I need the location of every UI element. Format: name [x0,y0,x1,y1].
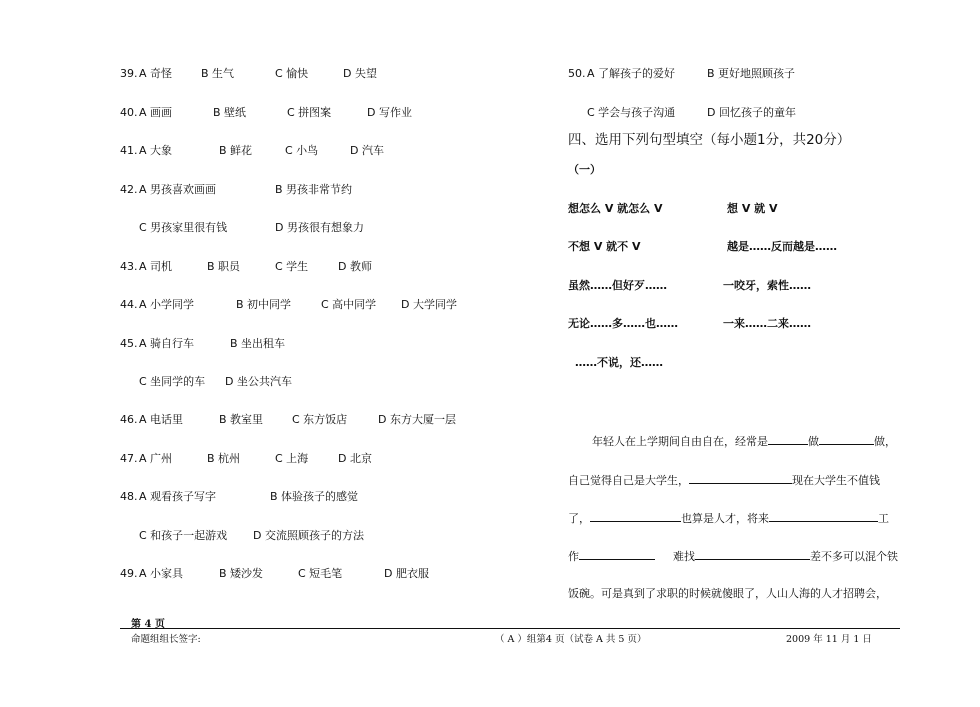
passage-line-1 [592,433,896,449]
pattern-item: 想 V 就 V [727,202,778,215]
option-b: B 矮沙发 [219,567,264,580]
option-c: C 高中同学 [321,298,377,311]
option-d: D 教师 [338,260,372,273]
question-number: 43. [120,260,138,273]
question-number: 44. [120,298,138,311]
passage-text: 工 [878,512,889,525]
option-c: C 愉快 [275,67,309,80]
answer-blank[interactable] [579,548,655,560]
option-d: D 回忆孩子的童年 [707,106,796,119]
option-c: C 学生 [275,260,309,273]
pattern-item: 想怎么 V 就怎么 V [568,202,663,215]
option-c: C 东方饭店 [292,413,348,426]
option-a: A 大象 [139,144,173,157]
passage-text: 作 [568,550,579,563]
pattern-item: 无论……多……也…… [568,317,678,330]
passage-text: 自己觉得自己是大学生， [568,474,689,487]
option-b: B 体验孩子的感觉 [270,490,359,503]
option-d: D 大学同学 [401,298,457,311]
option-c: C 坐同学的车 [139,375,206,388]
section-subtitle: （一） [568,163,601,176]
option-c: C 拼图案 [287,106,332,119]
question-number: 39. [120,67,138,80]
option-c: C 短毛笔 [298,567,343,580]
footer-divider [120,628,900,629]
question-number: 41. [120,144,138,157]
question-number: 50. [568,67,586,80]
option-b: B 教室里 [219,413,264,426]
pattern-item: ……不说，还…… [575,356,663,369]
page-number: 第 4 页 [131,619,165,630]
option-a: A 了解孩子的爱好 [587,67,676,80]
passage-text: 年轻人在上学期间自由自在，经常是 [592,435,768,448]
question-number: 46. [120,413,138,426]
passage-line-4 [568,548,898,564]
option-d: D 写作业 [367,106,412,119]
pattern-item: 一咬牙，索性…… [723,279,811,292]
option-c: C 学会与孩子沟通 [587,106,676,119]
option-b: B 更好地照顾孩子 [707,67,796,80]
option-b: B 初中同学 [236,298,292,311]
section-title: 四、选用下列句型填空（每小题1分，共20分） [568,132,851,148]
passage-text: 难找 [673,550,695,563]
option-b: B 职员 [207,260,241,273]
passage-line-3 [568,510,889,526]
option-a: A 画画 [139,106,173,119]
option-d: D 交流照顾孩子的方法 [253,529,364,542]
option-c: C 小鸟 [285,144,319,157]
pattern-item: 越是……反而越是…… [727,240,837,253]
footer-page-info: （ A ）组第4 页（试卷 A 共 5 页） [495,634,647,645]
footer-signature-label: 命题组组长签字: [131,634,201,645]
option-a: A 电话里 [139,413,184,426]
passage-text: 了， [568,512,590,525]
passage-text: 差不多可以混个铁 [810,550,898,563]
question-number: 48. [120,490,138,503]
option-b: B 坐出租车 [230,337,286,350]
answer-blank[interactable] [768,433,808,445]
passage-text: 现在大学生不值钱 [792,474,880,487]
footer-date: 2009 年 11 月 1 日 [786,634,872,645]
option-b: B 壁纸 [213,106,247,119]
question-number: 47. [120,452,138,465]
option-a: A 广州 [139,452,173,465]
passage-text: 做 [808,435,819,448]
option-a: A 骑自行车 [139,337,195,350]
option-d: D 坐公共汽车 [225,375,292,388]
option-d: D 失望 [343,67,377,80]
option-b: B 鲜花 [219,144,253,157]
passage-line-5: 饭碗。可是真到了求职的时候就傻眼了，人山人海的人才招聘会， [568,587,887,600]
passage-text: 做， [874,435,896,448]
question-number: 49. [120,567,138,580]
option-c: C 上海 [275,452,309,465]
option-c: C 和孩子一起游戏 [139,529,228,542]
option-d: D 肥衣服 [384,567,429,580]
option-c: C 男孩家里很有钱 [139,221,228,234]
passage-line-2 [568,472,880,488]
option-a: A 小学同学 [139,298,195,311]
question-number: 40. [120,106,138,119]
question-number: 45. [120,337,138,350]
option-d: D 北京 [338,452,372,465]
option-d: D 男孩很有想象力 [275,221,364,234]
option-b: B 杭州 [207,452,241,465]
answer-blank[interactable] [769,510,878,522]
option-b: B 男孩非常节约 [275,183,353,196]
answer-blank[interactable] [819,433,874,445]
option-a: A 小家具 [139,567,184,580]
question-number: 42. [120,183,138,196]
answer-blank[interactable] [689,472,792,484]
option-a: A 观看孩子写字 [139,490,217,503]
option-a: A 司机 [139,260,173,273]
pattern-item: 一来……二来…… [723,317,811,330]
pattern-item: 虽然……但好歹…… [568,279,667,292]
passage-text: 也算是人才，将来 [681,512,769,525]
answer-blank[interactable] [695,548,810,560]
option-b: B 生气 [201,67,235,80]
option-a: A 男孩喜欢画画 [139,183,217,196]
answer-blank[interactable] [590,510,681,522]
pattern-item: 不想 V 就不 V [568,240,641,253]
option-a: A 奇怪 [139,67,173,80]
option-d: D 汽车 [350,144,384,157]
option-d: D 东方大厦一层 [378,413,456,426]
